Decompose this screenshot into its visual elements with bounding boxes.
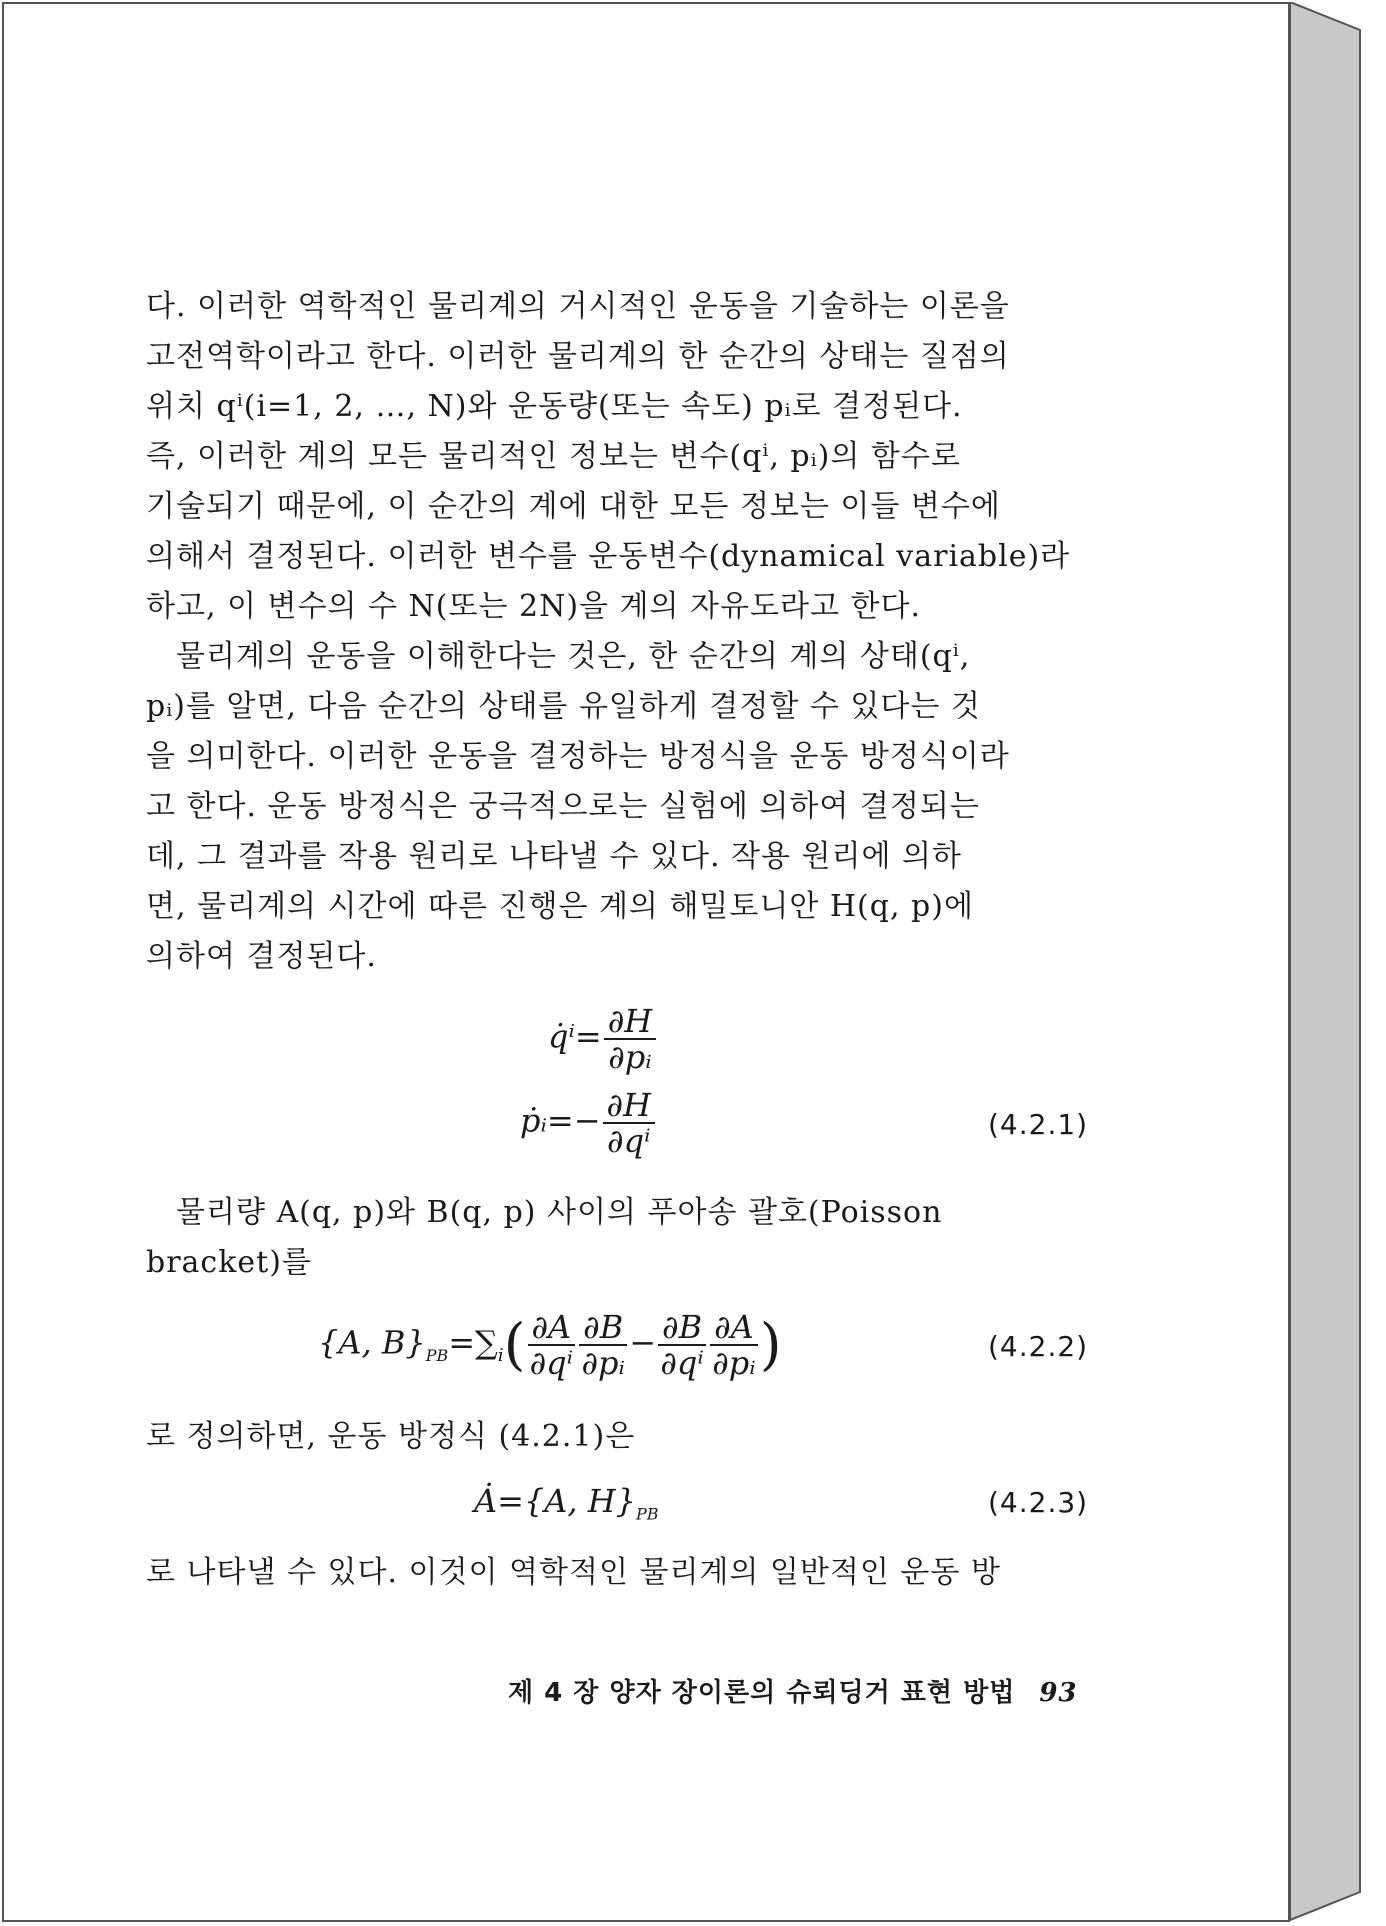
eq-lhs: {A, B}: [318, 1323, 426, 1362]
eq-subscript: PB: [425, 1345, 449, 1365]
fraction: [604, 1004, 656, 1074]
text-line: 면, 물리계의 시간에 따른 진행은 계의 해밀토니안 H(q, p)에: [146, 889, 974, 924]
text-line: 의하여 결정된다.: [146, 939, 377, 974]
text-line: 기술되기 때문에, 이 순간의 계에 대한 모든 정보는 이들 변수에: [146, 489, 1001, 524]
fraction-denominator: ∂qⁱ: [660, 1344, 704, 1382]
fraction-numerator: ∂A: [710, 1310, 758, 1346]
page-number: 93: [1039, 1678, 1078, 1708]
text-line: pᵢ)를 알면, 다음 순간의 상태를 유일하게 결정할 수 있다는 것: [146, 689, 981, 724]
fraction: [658, 1310, 706, 1380]
minus-sign: −: [629, 1323, 657, 1362]
chapter-title: 제 4 장 양자 장이론의 슈뢰딩거 표현 방법: [508, 1678, 1016, 1708]
eq-lhs: ṗᵢ=−: [520, 1101, 601, 1140]
fraction-denominator: ∂qⁱ: [529, 1344, 574, 1382]
paragraph-1: [146, 282, 1096, 982]
fraction: [528, 1310, 576, 1380]
text-line: 위치 qⁱ(i=1, 2, …, N)와 운동량(또는 속도) pᵢ로 결정된다.: [146, 389, 963, 424]
paren-close: ): [759, 1312, 782, 1378]
equation-4-2-1-row-2: [520, 1088, 657, 1158]
text-line: 로 나타낼 수 있다. 이것이 역학적인 물리계의 일반적인 운동 방: [146, 1555, 1001, 1590]
fraction: [603, 1088, 655, 1158]
fraction: [579, 1310, 627, 1380]
fraction-denominator: ∂pᵢ: [712, 1344, 756, 1382]
text-line: 의해서 결정된다. 이러한 변수를 운동변수(dynamical variable)라: [146, 539, 1071, 574]
text-line: 다. 이러한 역학적인 물리계의 거시적인 운동을 기술하는 이론을: [146, 289, 1010, 324]
text-line: bracket)를: [146, 1245, 312, 1280]
equation-number: (4.2.1): [988, 1108, 1089, 1141]
fraction-numerator: ∂B: [658, 1310, 706, 1346]
sum-symbol: =∑: [448, 1323, 498, 1362]
eq-body: Ȧ={A, H}: [474, 1482, 636, 1520]
text-line: 하고, 이 변수의 수 N(또는 2N)을 계의 자유도라고 한다.: [146, 589, 921, 624]
paren-open: (: [503, 1312, 526, 1378]
eq-subscript: PB: [636, 1504, 659, 1524]
fraction-denominator: ∂pᵢ: [608, 1038, 652, 1076]
equation-4-2-3: [474, 1482, 659, 1523]
fraction-numerator: ∂H: [603, 1088, 655, 1124]
paragraph-3: [146, 1188, 1096, 1288]
text-line: 물리량 A(q, p)와 B(q, p) 사이의 푸아송 괄호(Poisson: [176, 1195, 943, 1230]
fraction-numerator: ∂H: [604, 1004, 656, 1040]
text-line: 물리계의 운동을 이해한다는 것은, 한 순간의 계의 상태(qⁱ,: [176, 639, 971, 674]
eq-lhs: q̇ⁱ=: [548, 1017, 602, 1056]
fraction-numerator: ∂B: [579, 1310, 627, 1346]
text-line: 고 한다. 운동 방정식은 궁극적으로는 실험에 의하여 결정되는: [146, 789, 980, 824]
fraction-numerator: ∂A: [528, 1310, 576, 1346]
equation-number: (4.2.2): [988, 1330, 1089, 1363]
paragraph-5: [146, 1548, 1096, 1598]
equation-4-2-1-row-1: [548, 1004, 658, 1074]
fraction: [710, 1310, 758, 1380]
page-edge-stack: [1290, 2, 1370, 1922]
text-line: 로 정의하면, 운동 방정식 (4.2.1)은: [146, 1419, 636, 1454]
fraction-denominator: ∂qⁱ: [607, 1122, 651, 1160]
equation-4-2-2: [318, 1310, 782, 1380]
text-line: 즉, 이러한 계의 모든 물리적인 정보는 변수(qⁱ, pᵢ)의 함수로: [146, 439, 961, 474]
text-line: 데, 그 결과를 작용 원리로 나타낼 수 있다. 작용 원리에 의하: [146, 839, 962, 874]
paragraph-4: [146, 1412, 1096, 1462]
running-footer: [508, 1672, 1078, 1709]
sum-index: i: [497, 1344, 504, 1366]
text-line: 을 의미한다. 이러한 운동을 결정하는 방정식을 운동 방정식이라: [146, 739, 1010, 774]
equation-number: (4.2.3): [988, 1486, 1089, 1519]
text-line: 고전역학이라고 한다. 이러한 물리계의 한 순간의 상태는 질점의: [146, 339, 1010, 374]
fraction-denominator: ∂pᵢ: [581, 1344, 625, 1382]
